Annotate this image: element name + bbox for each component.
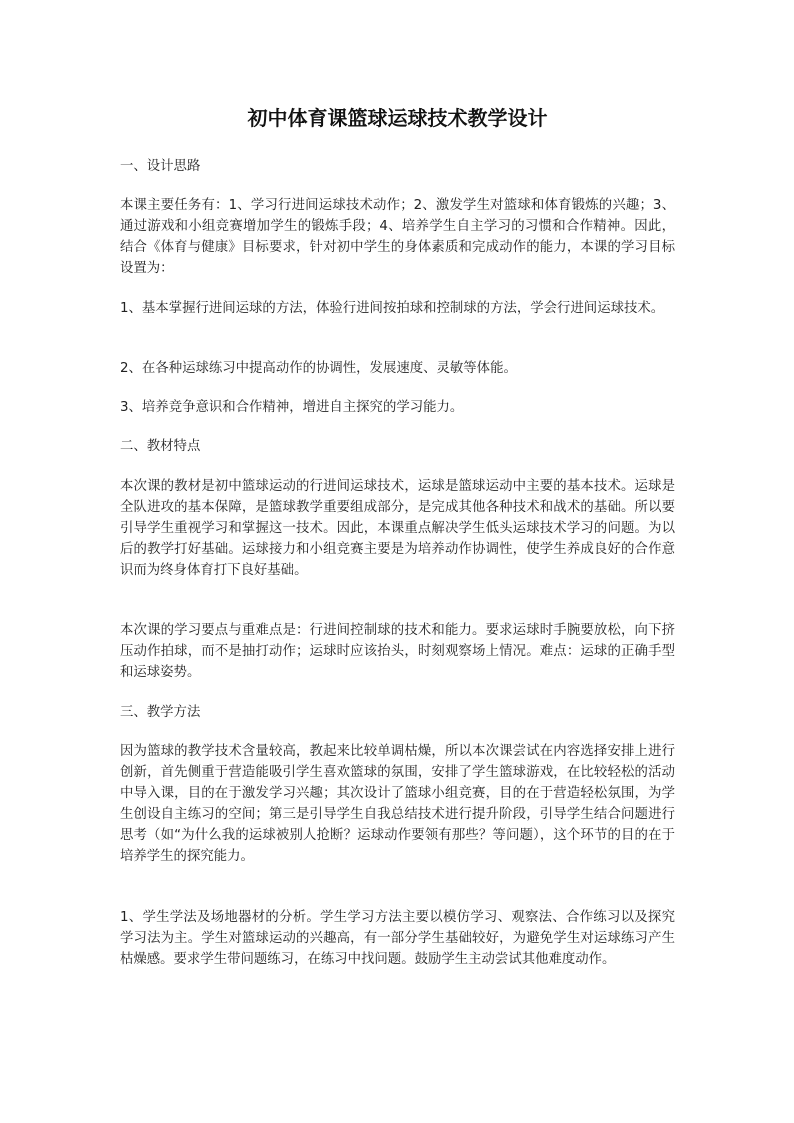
paragraph-goal-3: 3、培养竞争意识和合作精神，增进自主探究的学习能力。 bbox=[120, 400, 464, 415]
section-heading-material-features: 二、教材特点 bbox=[120, 439, 201, 454]
paragraph-goal-1: 1、基本掌握行进间运球的方法，体验行进间按拍球和控制球的方法，学会行进间运球技术。 bbox=[120, 301, 665, 316]
paragraph-goal-2: 2、在各种运球练习中提高动作的协调性，发展速度、灵敏等体能。 bbox=[120, 361, 517, 376]
paragraph-teaching-method: 因为篮球的教学技术含量较高，教起来比较单调枯燥，所以本次课尝试在内容选择安排上进行创新，首先侧重于营造能吸引学生喜欢篮球的氛围，安排了学生篮球游戏，在比较轻松的活动中导入课，目的在于激发学习兴趣；其次设计了篮球小组竞赛，目的在于营造轻松氛围，为学生创设自主练习的空间；第三是引导学生自我总结技术进行提升阶段，引导学生结合问题进行思考（如“为什么我的运球被别人抢断？运球动作要领有那些？等问题），这个环节的目的在于培养学生的探究能力。 bbox=[120, 744, 675, 864]
paragraph-main-tasks: 本课主要任务有：1、学习行进间运球技术动作；2、激发学生对篮球和体育锻炼的兴趣；3、通过游戏和小组竞赛增加学生的锻炼手段；4、培养学生自主学习的习惯和合作精神。因此，结合《体育与健康》目标要求，针对初中学生的身体素质和完成动作的能力，本课的学习目标设置为： bbox=[120, 198, 675, 276]
paragraph-learning-method: 1、学生学法及场地器材的分析。学生学习方法主要以模仿学习、观察法、合作练习以及探究学习法为主。学生对篮球运动的兴趣高，有一部分学生基础较好，为避免学生对运球练习产生枯燥感。要求学生带问题练习，在练习中找问题。鼓励学生主动尝试其他难度动作。 bbox=[120, 910, 675, 967]
paragraph-key-points: 本次课的学习要点与重难点是：行进间控制球的技术和能力。要求运球时手腕要放松，向下挤压动作拍球，而不是抽打动作；运球时应该抬头，时刻观察场上情况。难点：运球的正确手型和运球姿势。 bbox=[120, 623, 675, 680]
section-heading-teaching-method: 三、教学方法 bbox=[120, 705, 201, 720]
section-heading-design-idea: 一、设计思路 bbox=[120, 159, 201, 174]
document-title: 初中体育课篮球运球技术教学设计 bbox=[247, 106, 548, 130]
paragraph-material: 本次课的教材是初中篮球运动的行进间运球技术，运球是篮球运动中主要的基本技术。运球是全队进攻的基本保障，是篮球教学重要组成部分，是完成其他各种技术和战术的基础。所以要引导学生重视学习和掌握这一技术。因此，本课重点解决学生低头运球技术学习的问题。为以后的教学打好基础。运球接力和小组竞赛主要是为培养动作协调性，使学生养成良好的合作意识而为终身体育打下良好基础。 bbox=[120, 479, 675, 578]
